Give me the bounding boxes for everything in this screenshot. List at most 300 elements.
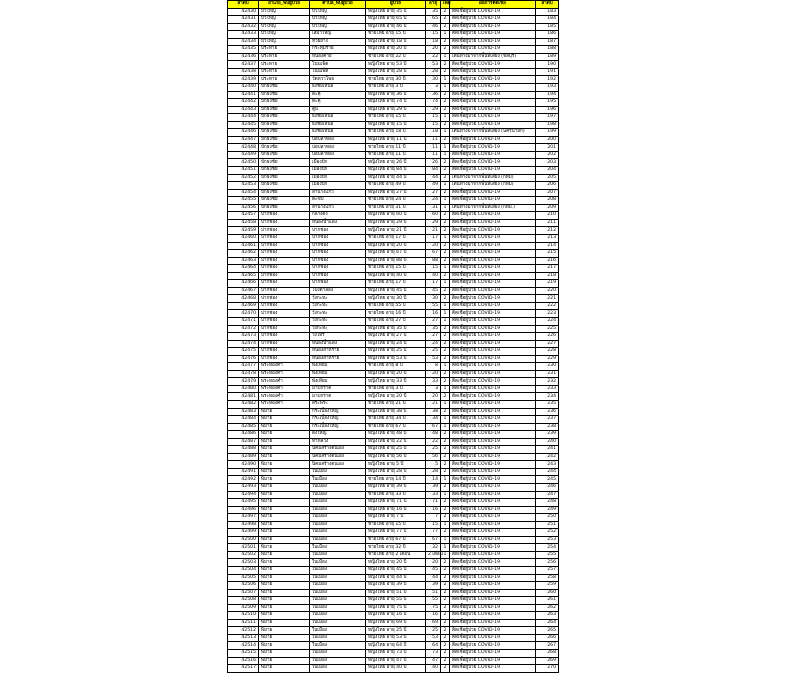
cell-age[interactable]: 25 — [426, 627, 441, 635]
cell-district[interactable]: บัวใหญ่ — [259, 16, 310, 24]
cell-id[interactable]: 42443 — [228, 106, 259, 114]
cell-age[interactable]: 2 เดือน — [426, 551, 441, 559]
cell-age[interactable]: 64 — [426, 642, 441, 650]
cell-seq[interactable]: 242 — [536, 453, 559, 461]
cell-seq[interactable]: 192 — [536, 76, 559, 84]
cell-subdistrict[interactable]: ในเมือง — [310, 499, 366, 507]
cell-age[interactable]: 22 — [426, 53, 441, 61]
cell-sex[interactable]: 2 — [441, 506, 450, 514]
cell-sex[interactable]: 2 — [441, 619, 450, 627]
cell-infection[interactable]: ติดเชื้อผู้ป่วย COVID-19 — [450, 431, 536, 439]
cell-infection[interactable]: ติดเชื้อผู้ป่วย COVID-19 — [450, 634, 536, 642]
cell-patient[interactable]: หญิงไทย อายุ 55 ปี — [366, 597, 426, 605]
cell-patient[interactable]: หญิงไทย อายุ 20 ปี — [366, 559, 426, 567]
cell-age[interactable]: 46 — [426, 23, 441, 31]
cell-seq[interactable]: 236 — [536, 408, 559, 416]
cell-sex[interactable]: 2 — [441, 272, 450, 280]
cell-age[interactable]: 27 — [426, 317, 441, 325]
cell-age[interactable]: 75 — [426, 604, 441, 612]
cell-district[interactable]: ประทาย — [259, 68, 310, 76]
cell-seq[interactable]: 224 — [536, 317, 559, 325]
cell-seq[interactable]: 191 — [536, 68, 559, 76]
cell-seq[interactable]: 188 — [536, 46, 559, 54]
cell-infection[interactable]: ติดเชื้อผู้ป่วย COVID-19 — [450, 461, 536, 469]
cell-sex[interactable]: 1 — [441, 204, 450, 212]
cell-district[interactable]: พิมาย — [259, 612, 310, 620]
cell-patient[interactable]: หญิงไทย อายุ 71 ปี — [366, 499, 426, 507]
cell-sex[interactable]: 2 — [441, 68, 450, 76]
cell-id[interactable]: 42436 — [228, 53, 259, 61]
cell-subdistrict[interactable]: บ่อปลาทอง — [310, 136, 366, 144]
cell-seq[interactable]: 259 — [536, 582, 559, 590]
cell-patient[interactable]: ชายไทย อายุ 24 ปี — [366, 197, 426, 205]
cell-sex[interactable]: 1 — [441, 76, 450, 84]
cell-id[interactable]: 42441 — [228, 91, 259, 99]
cell-patient[interactable]: ชายไทย อายุ 34 ปี — [366, 416, 426, 424]
cell-district[interactable]: พระทองคำ — [259, 400, 310, 408]
cell-sex[interactable]: 1 — [441, 476, 450, 484]
cell-district[interactable]: ปักธงชัย — [259, 136, 310, 144]
cell-patient[interactable]: หญิงไทย อายุ 15 ปี — [366, 121, 426, 129]
cell-infection[interactable]: ติดเชื้อผู้ป่วย COVID-19 — [450, 159, 536, 167]
cell-seq[interactable]: 245 — [536, 476, 559, 484]
cell-patient[interactable]: หญิงไทย อายุ 44 ปี — [366, 574, 426, 582]
cell-age[interactable]: 11 — [426, 144, 441, 152]
cell-infection[interactable]: ติดเชื้อผู้ป่วย COVID-19 — [450, 151, 536, 159]
cell-patient[interactable]: ชายไทย อายุ 3 ปี — [366, 84, 426, 92]
cell-id[interactable]: 42463 — [228, 257, 259, 265]
cell-id[interactable]: 42460 — [228, 234, 259, 242]
cell-sex[interactable]: 2 — [441, 453, 450, 461]
cell-id[interactable]: 42502 — [228, 551, 259, 559]
cell-age[interactable]: 65 — [426, 16, 441, 24]
cell-subdistrict[interactable]: ปากช่อง — [310, 234, 366, 242]
cell-id[interactable]: 42434 — [228, 38, 259, 46]
cell-sex[interactable]: 2 — [441, 287, 450, 295]
cell-id[interactable]: 42451 — [228, 167, 259, 175]
cell-age[interactable]: 28 — [426, 68, 441, 76]
cell-id[interactable]: 42493 — [228, 484, 259, 492]
cell-id[interactable]: 42476 — [228, 355, 259, 363]
cell-seq[interactable]: 250 — [536, 514, 559, 522]
cell-patient[interactable]: หญิงไทย อายุ 53 ปี — [366, 355, 426, 363]
cell-district[interactable]: พิมาย — [259, 589, 310, 597]
cell-district[interactable]: ปักธงชัย — [259, 99, 310, 107]
cell-seq[interactable]: 206 — [536, 182, 559, 190]
cell-sex[interactable]: 1 — [441, 197, 450, 205]
cell-age[interactable]: 71 — [426, 499, 441, 507]
cell-id[interactable]: 42454 — [228, 189, 259, 197]
cell-infection[interactable]: ติดเชื้อผู้ป่วย COVID-19 — [450, 619, 536, 627]
cell-district[interactable]: พิมาย — [259, 423, 310, 431]
cell-id[interactable]: 42481 — [228, 393, 259, 401]
cell-district[interactable]: ปากช่อง — [259, 317, 310, 325]
cell-patient[interactable]: ชายไทย อายุ 3 ปี — [366, 385, 426, 393]
cell-age[interactable]: 20 — [426, 242, 441, 250]
cell-patient[interactable]: ชายไทย อายุ 33 ปี — [366, 491, 426, 499]
cell-age[interactable]: 55 — [426, 597, 441, 605]
cell-id[interactable]: 42453 — [228, 182, 259, 190]
cell-sex[interactable]: 2 — [441, 627, 450, 635]
cell-subdistrict[interactable]: หนองน้ำแดง — [310, 219, 366, 227]
cell-sex[interactable]: 1 — [441, 551, 450, 559]
cell-sex[interactable]: 1 — [441, 491, 450, 499]
cell-subdistrict[interactable]: บัวใหญ่ — [310, 23, 366, 31]
cell-sex[interactable]: 2 — [441, 8, 450, 16]
cell-district[interactable]: พิมาย — [259, 438, 310, 446]
cell-subdistrict[interactable]: กระเบื้องใหญ่ — [310, 423, 366, 431]
cell-district[interactable]: ปักธงชัย — [259, 174, 310, 182]
cell-subdistrict[interactable]: เมืองปัก — [310, 159, 366, 167]
cell-age[interactable]: 29 — [426, 219, 441, 227]
cell-id[interactable]: 42471 — [228, 317, 259, 325]
cell-subdistrict[interactable]: ในเมือง — [310, 544, 366, 552]
cell-seq[interactable]: 218 — [536, 272, 559, 280]
cell-sex[interactable]: 1 — [441, 129, 450, 137]
cell-subdistrict[interactable]: ในเมือง — [310, 657, 366, 665]
cell-subdistrict[interactable]: วังกะทะ — [310, 295, 366, 303]
cell-sex[interactable]: 1 — [441, 310, 450, 318]
cell-seq[interactable]: 209 — [536, 204, 559, 212]
cell-age[interactable]: 16 — [426, 612, 441, 620]
cell-sex[interactable]: 2 — [441, 370, 450, 378]
cell-patient[interactable]: หญิงไทย อายุ 39 ปี — [366, 582, 426, 590]
cell-infection[interactable]: ติดเชื้อผู้ป่วย COVID-19 — [450, 16, 536, 24]
cell-id[interactable]: 42475 — [228, 348, 259, 356]
cell-id[interactable]: 42452 — [228, 174, 259, 182]
cell-id[interactable]: 42480 — [228, 385, 259, 393]
cell-district[interactable]: พิมาย — [259, 657, 310, 665]
cell-infection[interactable]: ติดเชื้อผู้ป่วย COVID-19 — [450, 657, 536, 665]
cell-infection[interactable]: เดินทางมาจากพื้นที่เสี่ยง (กทม) — [450, 182, 536, 190]
cell-district[interactable]: พิมาย — [259, 468, 310, 476]
cell-sex[interactable]: 1 — [441, 317, 450, 325]
cell-seq[interactable]: 241 — [536, 446, 559, 454]
cell-patient[interactable]: ชายไทย อายุ 8 ปี — [366, 363, 426, 371]
cell-district[interactable]: ประทาย — [259, 61, 310, 69]
cell-infection[interactable]: ติดเชื้อผู้ป่วย COVID-19 — [450, 604, 536, 612]
cell-subdistrict[interactable]: ในเมือง — [310, 665, 366, 673]
cell-age[interactable]: 30 — [426, 295, 441, 303]
cell-infection[interactable]: ติดเชื้อผู้ป่วย COVID-19 — [450, 529, 536, 537]
cell-subdistrict[interactable]: ตะคุ — [310, 99, 366, 107]
cell-patient[interactable]: หญิงไทย อายุ 26 ปี — [366, 159, 426, 167]
cell-id[interactable]: 42515 — [228, 650, 259, 658]
cell-seq[interactable]: 249 — [536, 506, 559, 514]
cell-infection[interactable]: ติดเชื้อผู้ป่วย COVID-19 — [450, 227, 536, 235]
cell-age[interactable]: 26 — [426, 159, 441, 167]
cell-sex[interactable]: 2 — [441, 597, 450, 605]
cell-seq[interactable]: 217 — [536, 265, 559, 273]
cell-age[interactable]: 21 — [426, 227, 441, 235]
cell-infection[interactable]: ติดเชื้อผู้ป่วย COVID-19 — [450, 340, 536, 348]
cell-sex[interactable]: 2 — [441, 642, 450, 650]
cell-id[interactable]: 42492 — [228, 476, 259, 484]
cell-subdistrict[interactable]: กลางดง — [310, 212, 366, 220]
cell-patient[interactable]: ชายไทย อายุ 15 ปี — [366, 31, 426, 39]
cell-sex[interactable]: 2 — [441, 257, 450, 265]
cell-district[interactable]: ประทาย — [259, 53, 310, 61]
cell-subdistrict[interactable]: ในเมือง — [310, 612, 366, 620]
cell-seq[interactable]: 234 — [536, 393, 559, 401]
cell-age[interactable]: 15 — [426, 121, 441, 129]
cell-subdistrict[interactable]: ปากช่อง — [310, 280, 366, 288]
cell-age[interactable]: 14 — [426, 476, 441, 484]
cell-district[interactable]: บัวใหญ่ — [259, 23, 310, 31]
cell-infection[interactable]: ติดเชื้อผู้ป่วย COVID-19 — [450, 597, 536, 605]
cell-id[interactable]: 42472 — [228, 325, 259, 333]
cell-district[interactable]: ปากช่อง — [259, 242, 310, 250]
cell-age[interactable]: 34 — [426, 416, 441, 424]
cell-age[interactable]: 15 — [426, 265, 441, 273]
cell-patient[interactable]: ชายไทย อายุ 67 ปี — [366, 423, 426, 431]
cell-sex[interactable]: 2 — [441, 574, 450, 582]
cell-district[interactable]: ปากช่อง — [259, 295, 310, 303]
cell-sex[interactable]: 2 — [441, 567, 450, 575]
cell-sex[interactable]: 2 — [441, 23, 450, 31]
cell-age[interactable]: 11 — [426, 136, 441, 144]
cell-subdistrict[interactable]: มาบกราด — [310, 385, 366, 393]
cell-sex[interactable]: 2 — [441, 431, 450, 439]
cell-age[interactable]: 38 — [426, 408, 441, 416]
cell-subdistrict[interactable]: วังกะทะ — [310, 325, 366, 333]
cell-sex[interactable]: 2 — [441, 657, 450, 665]
cell-infection[interactable]: ติดเชื้อผู้ป่วย COVID-19 — [450, 46, 536, 54]
cell-infection[interactable]: ติดเชื้อผู้ป่วย COVID-19 — [450, 476, 536, 484]
cell-sex[interactable]: 1 — [441, 363, 450, 371]
cell-id[interactable]: 42455 — [228, 197, 259, 205]
cell-patient[interactable]: หญิงไทย อายุ 60 ปี — [366, 212, 426, 220]
cell-infection[interactable]: ติดเชื้อผู้ป่วย COVID-19 — [450, 317, 536, 325]
col-header-district[interactable]: อำเภอ_พบผู้ป่วย — [259, 1, 310, 9]
cell-sex[interactable]: 2 — [441, 61, 450, 69]
col-header-sex[interactable]: เพศ — [441, 1, 450, 9]
cell-infection[interactable]: ติดเชื้อผู้ป่วย COVID-19 — [450, 589, 536, 597]
cell-id[interactable]: 42468 — [228, 295, 259, 303]
cell-seq[interactable]: 211 — [536, 219, 559, 227]
cell-patient[interactable]: หญิงไทย อายุ 48 ปี — [366, 431, 426, 439]
cell-subdistrict[interactable]: ในเมือง — [310, 589, 366, 597]
cell-district[interactable]: พิมาย — [259, 453, 310, 461]
cell-patient[interactable]: หญิงไทย อายุ 39 ปี — [366, 484, 426, 492]
cell-age[interactable]: 84 — [426, 167, 441, 175]
cell-age[interactable]: 32 — [426, 544, 441, 552]
cell-patient[interactable]: หญิงไทย อายุ 20 ปี — [366, 46, 426, 54]
cell-id[interactable]: 42497 — [228, 514, 259, 522]
cell-seq[interactable]: 205 — [536, 174, 559, 182]
cell-subdistrict[interactable]: หนองสาหร่าย — [310, 348, 366, 356]
cell-age[interactable]: 20 — [426, 393, 441, 401]
cell-patient[interactable]: หญิงไทย อายุ 16 ปี — [366, 506, 426, 514]
cell-age[interactable]: 47 — [426, 657, 441, 665]
cell-id[interactable]: 42432 — [228, 23, 259, 31]
cell-seq[interactable]: 221 — [536, 295, 559, 303]
cell-seq[interactable]: 253 — [536, 536, 559, 544]
cell-sex[interactable]: 2 — [441, 484, 450, 492]
cell-id[interactable]: 42494 — [228, 491, 259, 499]
cell-subdistrict[interactable]: ปากช่อง — [310, 227, 366, 235]
cell-district[interactable]: ปากช่อง — [259, 302, 310, 310]
cell-age[interactable]: 3 — [426, 84, 441, 92]
cell-id[interactable]: 42456 — [228, 204, 259, 212]
cell-infection[interactable]: ติดเชื้อผู้ป่วย COVID-19 — [450, 38, 536, 46]
cell-infection[interactable]: ติดเชื้อผู้ป่วย COVID-19 — [450, 197, 536, 205]
cell-district[interactable]: พิมาย — [259, 604, 310, 612]
cell-sex[interactable]: 2 — [441, 650, 450, 658]
cell-sex[interactable]: 1 — [441, 265, 450, 273]
cell-age[interactable]: 18 — [426, 129, 441, 137]
cell-id[interactable]: 42466 — [228, 280, 259, 288]
cell-patient[interactable]: หญิงไทย อายุ 38 ปี — [366, 408, 426, 416]
cell-subdistrict[interactable]: ในเมือง — [310, 582, 366, 590]
cell-subdistrict[interactable]: ในเมือง — [310, 551, 366, 559]
cell-patient[interactable]: ชายไทย อายุ 14 ปี — [366, 476, 426, 484]
cell-seq[interactable]: 214 — [536, 242, 559, 250]
cell-patient[interactable]: หญิงไทย อายุ 25 ปี — [366, 627, 426, 635]
cell-age[interactable]: 28 — [426, 468, 441, 476]
cell-subdistrict[interactable]: ตะขบ — [310, 197, 366, 205]
cell-id[interactable]: 42514 — [228, 642, 259, 650]
cell-sex[interactable]: 2 — [441, 589, 450, 597]
cell-seq[interactable]: 238 — [536, 423, 559, 431]
cell-age[interactable]: 60 — [426, 212, 441, 220]
cell-infection[interactable]: ติดเชื้อผู้ป่วย COVID-19 — [450, 99, 536, 107]
cell-patient[interactable]: หญิงไทย อายุ 25 ปี — [366, 446, 426, 454]
cell-sex[interactable]: 2 — [441, 514, 450, 522]
cell-district[interactable]: บัวใหญ่ — [259, 31, 310, 39]
cell-id[interactable]: 42512 — [228, 627, 259, 635]
cell-seq[interactable]: 201 — [536, 144, 559, 152]
cell-seq[interactable]: 202 — [536, 151, 559, 159]
cell-subdistrict[interactable]: พังเทียม — [310, 370, 366, 378]
cell-patient[interactable]: หญิงไทย อายุ 35 ปี — [366, 325, 426, 333]
cell-sex[interactable]: 1 — [441, 84, 450, 92]
cell-age[interactable]: 24 — [426, 197, 441, 205]
cell-infection[interactable]: ติดเชื้อผู้ป่วย COVID-19 — [450, 61, 536, 69]
cell-subdistrict[interactable]: บัวใหญ่ — [310, 16, 366, 24]
cell-infection[interactable]: ติดเชื้อผู้ป่วย COVID-19 — [450, 167, 536, 175]
cell-seq[interactable]: 266 — [536, 634, 559, 642]
cell-id[interactable]: 42482 — [228, 400, 259, 408]
cell-patient[interactable]: หญิงไทย อายุ 20 ปี — [366, 370, 426, 378]
cell-infection[interactable]: ติดเชื้อผู้ป่วย COVID-19 — [450, 310, 536, 318]
cell-sex[interactable]: 2 — [441, 461, 450, 469]
cell-id[interactable]: 42433 — [228, 31, 259, 39]
cell-subdistrict[interactable]: ในเมือง — [310, 597, 366, 605]
cell-id[interactable]: 42498 — [228, 521, 259, 529]
cell-seq[interactable]: 240 — [536, 438, 559, 446]
cell-age[interactable]: 7 — [426, 514, 441, 522]
cell-subdistrict[interactable]: โนนเพ็ด — [310, 68, 366, 76]
cell-infection[interactable]: ติดเชื้อผู้ป่วย COVID-19 — [450, 325, 536, 333]
cell-district[interactable]: พิมาย — [259, 544, 310, 552]
cell-seq[interactable]: 248 — [536, 499, 559, 507]
cell-sex[interactable]: 1 — [441, 114, 450, 122]
cell-patient[interactable]: หญิงไทย อายุ 73 ปี — [366, 650, 426, 658]
cell-sex[interactable]: 1 — [441, 400, 450, 408]
cell-id[interactable]: 42483 — [228, 408, 259, 416]
cell-seq[interactable]: 226 — [536, 333, 559, 341]
cell-seq[interactable]: 231 — [536, 370, 559, 378]
cell-id[interactable]: 42464 — [228, 265, 259, 273]
cell-patient[interactable]: ชายไทย อายุ 15 ปี — [366, 521, 426, 529]
cell-id[interactable]: 42506 — [228, 582, 259, 590]
cell-district[interactable]: พระทองคำ — [259, 370, 310, 378]
cell-id[interactable]: 42437 — [228, 61, 259, 69]
cell-patient[interactable]: หญิงไทย อายุ 18 ปี — [366, 38, 426, 46]
cell-infection[interactable]: ติดเชื้อผู้ป่วย COVID-19 — [450, 612, 536, 620]
cell-infection[interactable]: ติดเชื้อผู้ป่วย COVID-19 — [450, 484, 536, 492]
cell-age[interactable]: 55 — [426, 302, 441, 310]
cell-seq[interactable]: 184 — [536, 16, 559, 24]
cell-patient[interactable]: หญิงไทย อายุ 88 ปี — [366, 257, 426, 265]
cell-seq[interactable]: 237 — [536, 416, 559, 424]
cell-sex[interactable]: 2 — [441, 46, 450, 54]
cell-patient[interactable]: หญิงไทย อายุ 28 ปี — [366, 68, 426, 76]
cell-id[interactable]: 42495 — [228, 499, 259, 507]
cell-infection[interactable]: ติดเชื้อผู้ป่วย COVID-19 — [450, 514, 536, 522]
cell-district[interactable]: พิมาย — [259, 408, 310, 416]
cell-seq[interactable]: 190 — [536, 61, 559, 69]
cell-age[interactable]: 27 — [426, 189, 441, 197]
cell-patient[interactable]: หญิงไทย อายุ 45 ปี — [366, 287, 426, 295]
cell-seq[interactable]: 243 — [536, 461, 559, 469]
cell-patient[interactable]: หญิงไทย อายุ 25 ปี — [366, 348, 426, 356]
cell-patient[interactable]: หญิงไทย อายุ 27 ปี — [366, 333, 426, 341]
cell-id[interactable]: 42503 — [228, 559, 259, 567]
cell-patient[interactable]: หญิงไทย อายุ 44 ปี — [366, 174, 426, 182]
cell-patient[interactable]: หญิงไทย อายุ 29 ปี — [366, 219, 426, 227]
cell-sex[interactable]: 2 — [441, 468, 450, 476]
cell-infection[interactable]: ติดเชื้อผู้ป่วย COVID-19 — [450, 393, 536, 401]
cell-age[interactable]: 45 — [426, 567, 441, 575]
cell-patient[interactable]: หญิงไทย อายุ 47 ปี — [366, 657, 426, 665]
cell-infection[interactable]: ติดเชื้อผู้ป่วย COVID-19 — [450, 582, 536, 590]
cell-patient[interactable]: หญิงไทย อายุ 7 ปี — [366, 514, 426, 522]
cell-subdistrict[interactable]: นิคมสร้างตนเอง — [310, 453, 366, 461]
cell-id[interactable]: 42461 — [228, 242, 259, 250]
cell-district[interactable]: พิมาย — [259, 619, 310, 627]
cell-age[interactable]: 3 — [426, 385, 441, 393]
cell-id[interactable]: 42478 — [228, 370, 259, 378]
cell-sex[interactable]: 1 — [441, 31, 450, 39]
cell-district[interactable]: พิมาย — [259, 597, 310, 605]
cell-seq[interactable]: 207 — [536, 189, 559, 197]
cell-subdistrict[interactable]: ในเมือง — [310, 484, 366, 492]
cell-seq[interactable]: 187 — [536, 38, 559, 46]
cell-seq[interactable]: 225 — [536, 325, 559, 333]
cell-age[interactable]: 53 — [426, 61, 441, 69]
cell-age[interactable]: 20 — [426, 559, 441, 567]
cell-district[interactable]: พิมาย — [259, 506, 310, 514]
cell-age[interactable]: 49 — [426, 182, 441, 190]
cell-seq[interactable]: 265 — [536, 627, 559, 635]
cell-age[interactable]: 39 — [426, 484, 441, 492]
cell-sex[interactable]: 1 — [441, 521, 450, 529]
cell-district[interactable]: พิมาย — [259, 476, 310, 484]
cell-district[interactable]: ปักธงชัย — [259, 106, 310, 114]
cell-infection[interactable]: ติดเชื้อผู้ป่วย COVID-19 — [450, 68, 536, 76]
cell-district[interactable]: ปากช่อง — [259, 355, 310, 363]
col-header-subdistrict[interactable]: ตำบล_พบผู้ป่วย — [310, 1, 366, 9]
cell-age[interactable]: 15 — [426, 521, 441, 529]
cell-sex[interactable]: 2 — [441, 227, 450, 235]
cell-patient[interactable]: ชายไทย อายุ 55 ปี — [366, 302, 426, 310]
cell-age[interactable]: 20 — [426, 370, 441, 378]
cell-infection[interactable]: ติดเชื้อผู้ป่วย COVID-19 — [450, 242, 536, 250]
cell-seq[interactable]: 267 — [536, 642, 559, 650]
cell-seq[interactable]: 268 — [536, 650, 559, 658]
